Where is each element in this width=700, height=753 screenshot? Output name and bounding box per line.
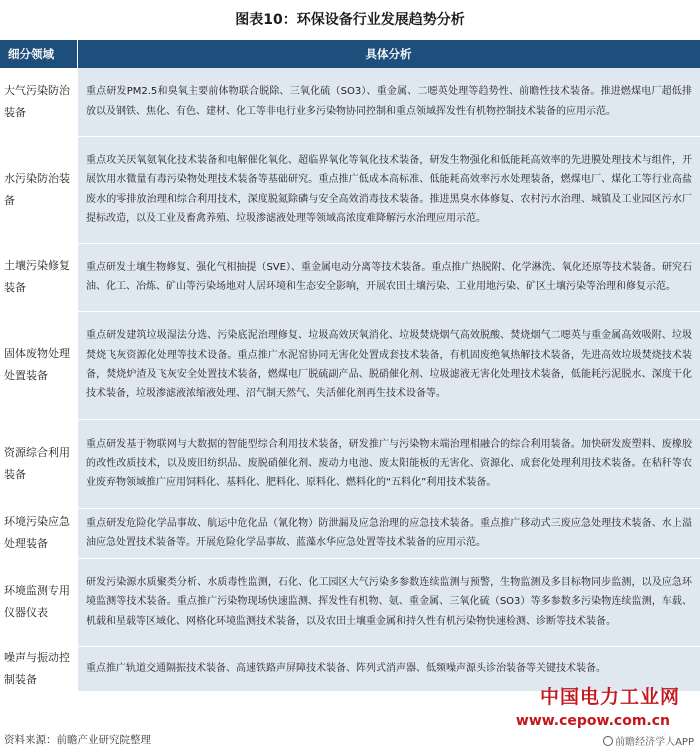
watermark-site-name: 中国电力工业网: [539, 686, 680, 708]
row-desc: 重点研发PM2.5和臭氧主要前体物联合脱除、三氧化硫（SO3）、重金属、二噁英处理等趋势性、前瞻性技术装备。推进燃煤电厂超低排放以及钢铁、焦化、有色、建材、化工等非电行业多污染物协同控制和重点领域挥发性有机物控制技术装备的应用示范。: [77, 68, 700, 136]
row-area: 水污染防治装备: [0, 136, 77, 243]
row-desc: 重点研发危险化学品事故、航运中危化品（氰化物）防泄漏及应急治理的应急技术装备。重点推广移动式三废应急处理技术装备、水上溢油应急处置技术装备等。开展危险化学品事故、蓝藻水华应急处置等技术装备的应用示范。: [77, 508, 700, 558]
row-desc: 研发污染源水质聚类分析、水质毒性监测，石化、化工园区大气污染多参数连续监测与预警，生物监测及多目标物同步监测，以及应急环境监测等技术装备。重点推广污染物现场快速监测、挥发性有机物、氨、重金属、三氧化硫（SO3）等多参数多污染物连续监测，车载、机载和星载等区域化、网格化环境监测技术装备，以及农田土壤重金属和持久性有机污染物快速检测、诊断等技术装备。: [77, 558, 700, 646]
row-area: 资源综合利用装备: [0, 419, 77, 508]
table-row: [0, 419, 700, 508]
table-row: [0, 243, 700, 311]
watermark-url: www.cepow.com.cn: [515, 713, 670, 729]
figure-title: 图表10：环保设备行业发展趋势分析: [235, 12, 465, 28]
brand-label: 前瞻经济学人APP: [615, 737, 694, 748]
header-segment: 细分领域: [0, 40, 77, 68]
row-desc: 重点攻关厌氧氨氧化技术装备和电解催化氧化、超临界氧化等氧化技术装备，研发生物强化和低能耗高效率的先进膜处理技术与组件，开展饮用水微量有毒污染物处理技术装备等基础研究。重点推广低成本高标准、低能耗高效率污水处理装备，燃煤电厂、煤化工等行业高盐废水的零排放治理和综合利用技术，深度脱氮除磷与安全高效消毒技术装备。推进黑臭水体修复、农村污水治理、城镇及工业园区污水厂提标改造，以及工业及畜禽养殖、垃圾渗滤液处理等领域高浓度难降解污水治理应用示范。: [77, 136, 700, 243]
row-desc: 重点研发土壤生物修复、强化气相抽提（SVE）、重金属电动分离等技术装备。重点推广热脱附、化学淋洗、氧化还原等技术装备。研究石油、化工、冶炼、矿山等污染场地对人居环境和生态安全影响，开展农田土壤污染、工业用地污染、矿区土壤污染等治理和修复示范。: [77, 243, 700, 311]
row-area: 固体废物处理处置装备: [0, 311, 77, 419]
source-note: 资料来源：前瞻产业研究院整理: [4, 734, 151, 746]
brand-logo-icon: [603, 736, 613, 746]
table-row: [0, 136, 700, 243]
row-area: 土壤污染修复装备: [0, 243, 77, 311]
row-desc: 重点研发基于物联网与大数据的智能型综合利用技术装备，研发推广与污染物末端治理相融合的综合利用装备。加快研发废塑料、废橡胶的改性改质技术，以及废旧纺织品、废脱硝催化剂、废动力电池、废太阳能板的无害化、资源化、成套化处理利用技术装备。在秸秆等农业废弃物领域推广应用饲料化、基料化、肥料化、原料化、燃料化的“五料化”利用技术装备。: [77, 419, 700, 508]
row-desc: 重点推广轨道交通隔振技术装备、高速铁路声屏障技术装备、阵列式消声器、低频噪声源头诊治装备等关键技术装备。: [77, 646, 700, 691]
row-area: 噪声与振动控制装备: [0, 646, 77, 691]
trend-table: [0, 40, 700, 692]
row-desc: 重点研发建筑垃圾湿法分选、污染底泥治理修复、垃圾高效厌氧消化、垃圾焚烧烟气高效脱酸、焚烧烟气二噁英与重金属高效吸附、垃圾焚烧飞灰资源化处理等技术设备。重点推广水泥窑协同无害化处置成套技术装备，有机固废绝氧热解技术装备，先进高效垃圾焚烧技术装备，焚烧炉渣及飞灰安全处置技术装备，燃煤电厂脱硫副产品、脱硝催化剂、垃圾滤液无害化处理技术装备，低能耗污泥脱水、深度干化技术装备，垃圾渗滤液浓缩液处理、沼气制天然气、失活催化剂再生技术设备等。: [77, 311, 700, 419]
row-area: 环境污染应急处理装备: [0, 508, 77, 558]
watermark-brand: [603, 733, 694, 748]
header-analysis: 具体分析: [77, 40, 700, 68]
row-area: 大气污染防治装备: [0, 68, 77, 136]
table-row: [0, 558, 700, 646]
table-header-row: [0, 40, 700, 68]
table-row: [0, 508, 700, 558]
table-row: [0, 68, 700, 136]
row-area: 环境监测专用仪器仪表: [0, 558, 77, 646]
table-row: [0, 311, 700, 419]
